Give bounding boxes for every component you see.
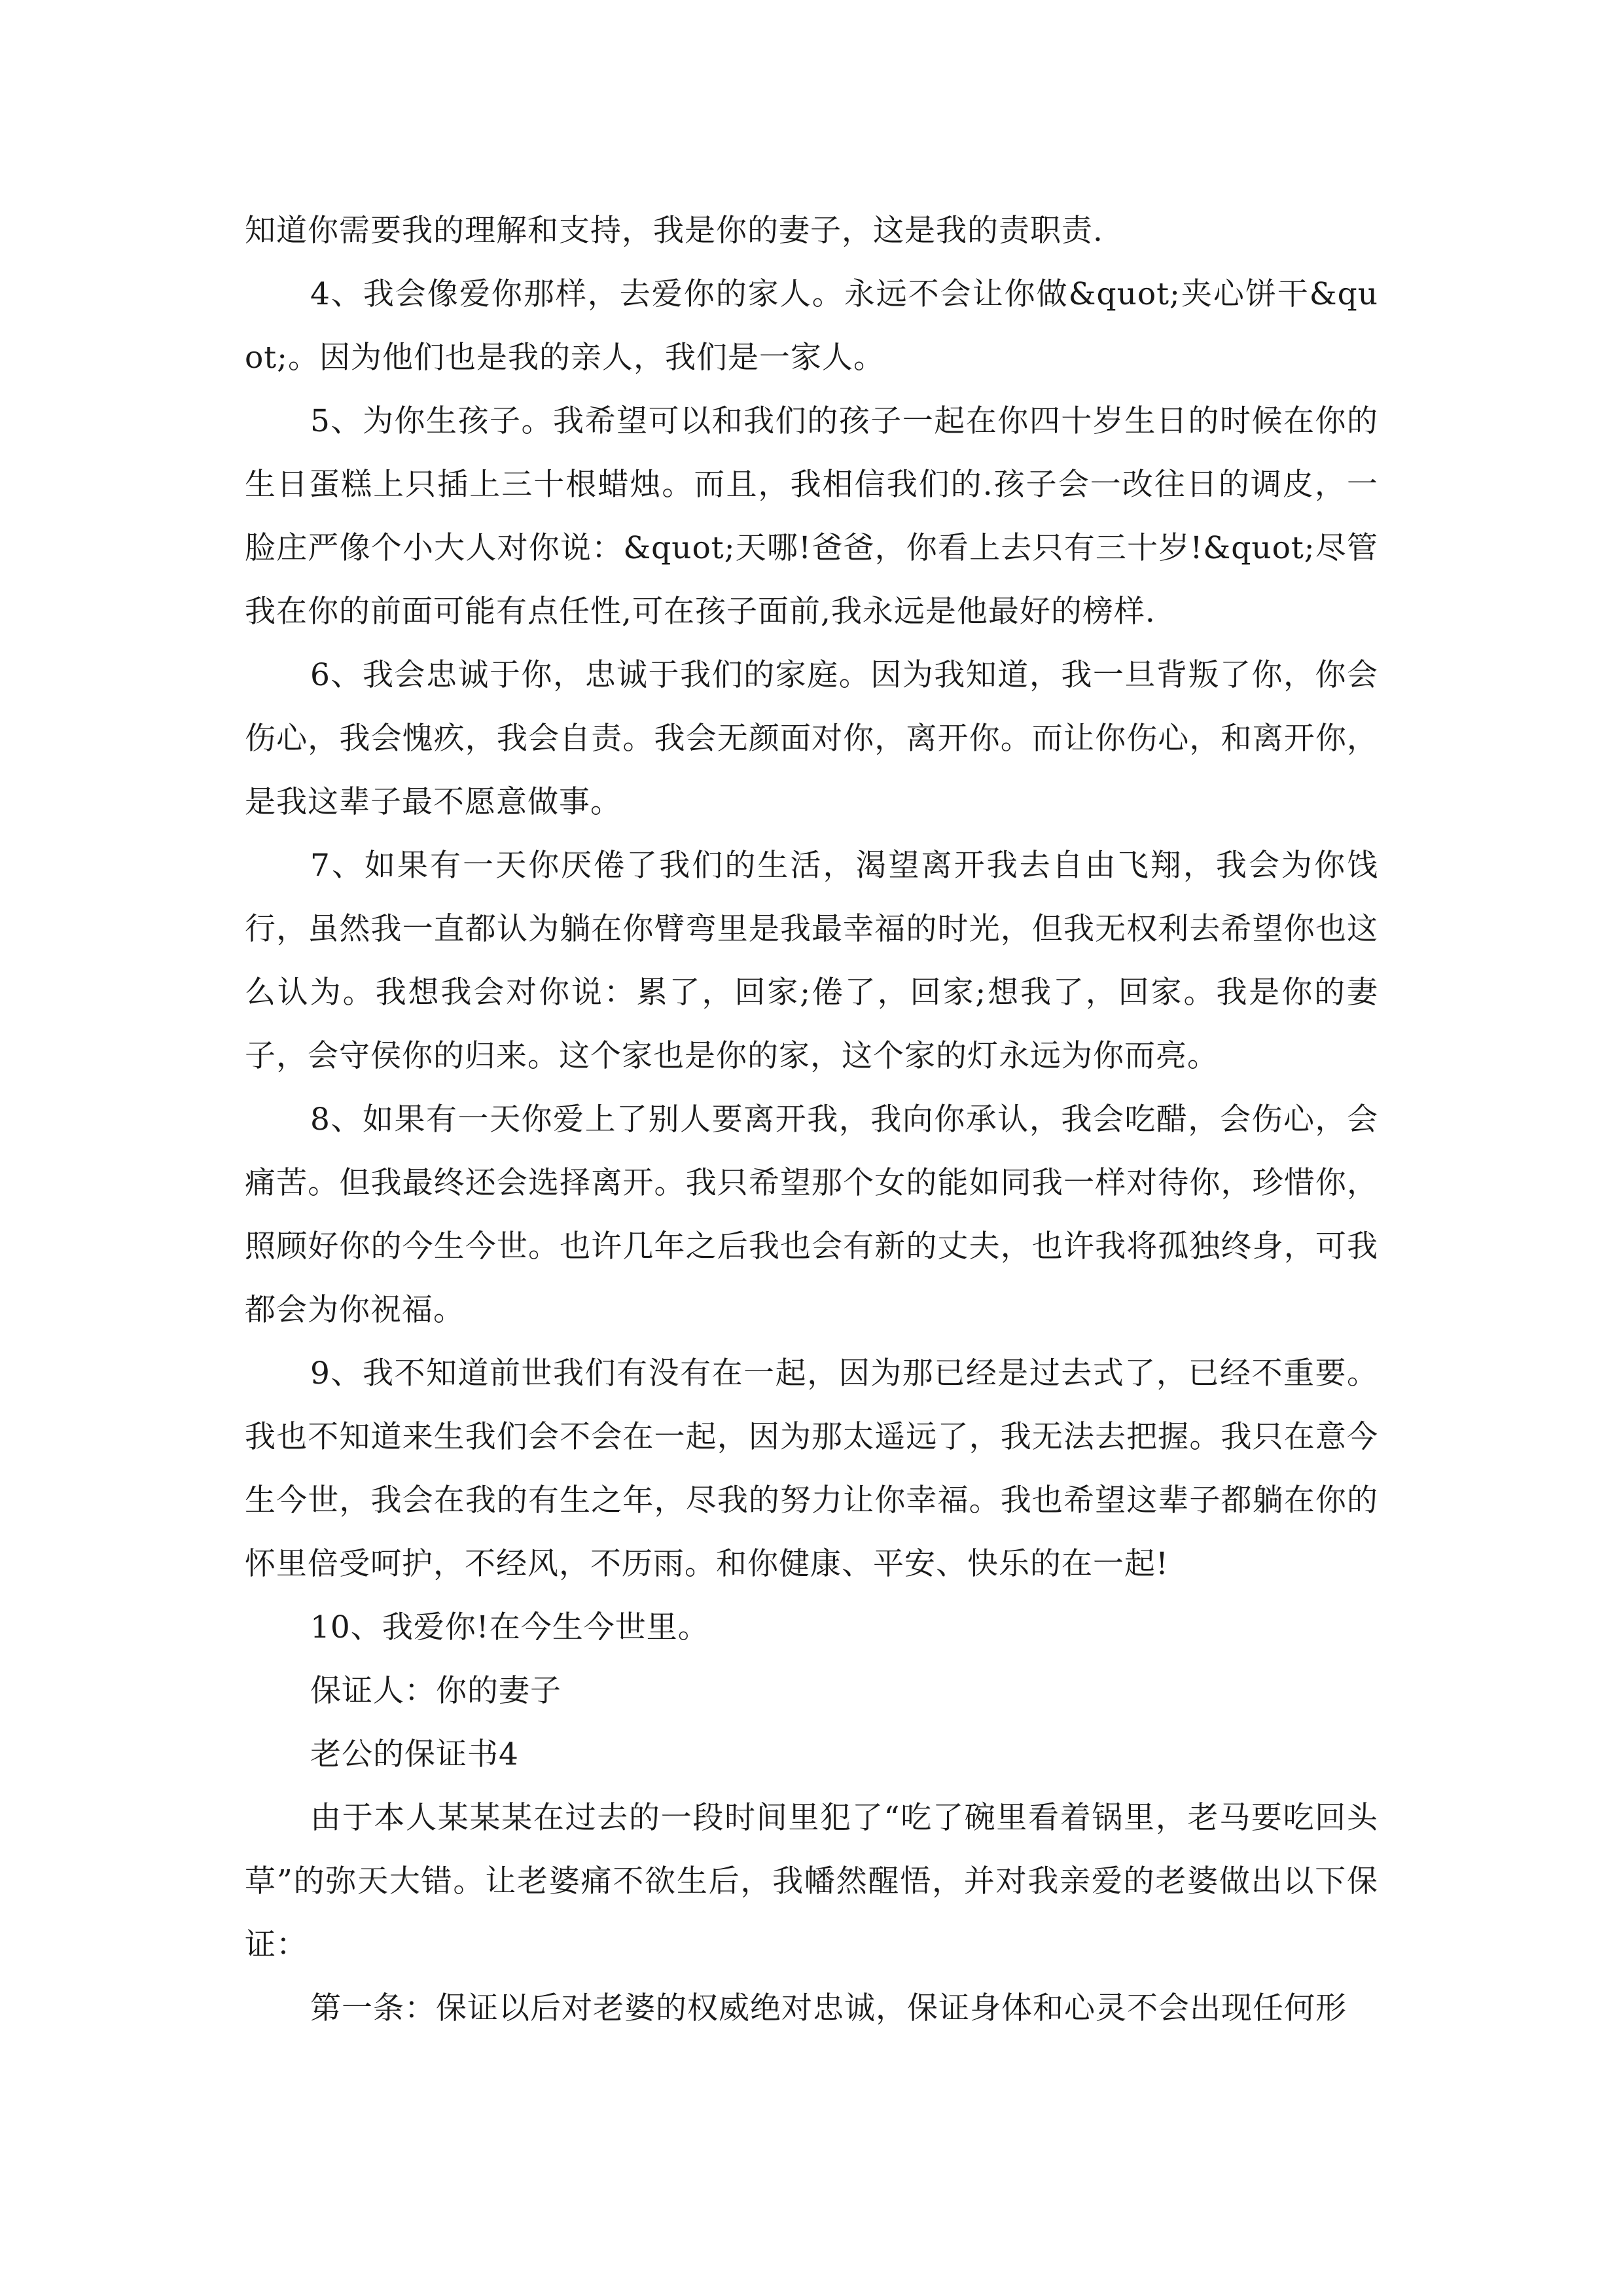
paragraph-item-5: 5、为你生孩子。我希望可以和我们的孩子一起在你四十岁生日的时候在你的生日蛋糕上只插上三十根蜡烛。而且，我相信我们的.孩子会一改往日的调皮，一脸庄严像个小大人对你说：&quot;天哪!爸爸，你看上去只有三十岁!&quot;尽管我在你的前面可能有点任性,可在孩子面前,我永远是他最好的榜样. — [245, 403, 1378, 630]
paragraph-continuation: 知道你需要我的理解和支持，我是你的妻子，这是我的责职责. — [245, 213, 1103, 249]
paragraph-item-8: 8、如果有一天你爱上了别人要离开我，我向你承认，我会吃醋，会伤心，会痛苦。但我最终还会选择离开。我只希望那个女的能如同我一样对待你，珍惜你，照顾好你的今生今世。也许几年之后我也会有新的丈夫，也许我将孤独终身，可我都会为你祝福。 — [245, 1102, 1378, 1328]
guarantor-line: 保证人：你的妻子 — [310, 1673, 562, 1709]
paragraph-item-9: 9、我不知道前世我们有没有在一起，因为那已经是过去式了，已经不重要。我也不知道来生我们会不会在一起，因为那太遥远了，我无法去把握。我只在意今生今世，我会在我的有生之年，尽我的努力让你幸福。我也希望这辈子都躺在你的怀里倍受呵护，不经风，不历雨。和你健康、平安、快乐的在一起! — [245, 1355, 1378, 1582]
section-heading: 老公的保证书4 — [310, 1736, 519, 1772]
paragraph-intro: 由于本人某某某在过去的一段时间里犯了“吃了碗里看着锅里，老马要吃回头草”的弥天大错。让老婆痛不欲生后，我幡然醒悟，并对我亲爱的老婆做出以下保证： — [245, 1800, 1378, 1963]
document-body — [245, 199, 1378, 2040]
paragraph-item-4: 4、我会像爱你那样，去爱你的家人。永远不会让你做&quot;夹心饼干&quot;。因为他们也是我的亲人，我们是一家人。 — [245, 276, 1378, 376]
paragraph-item-6: 6、我会忠诚于你，忠诚于我们的家庭。因为我知道，我一旦背叛了你，你会伤心，我会愧疚，我会自责。我会无颜面对你，离开你。而让你伤心，和离开你，是我这辈子最不愿意做事。 — [245, 657, 1378, 820]
paragraph-article-1: 第一条：保证以后对老婆的权威绝对忠诚，保证身体和心灵不会出现任何形 — [310, 1990, 1347, 2026]
paragraph-item-7: 7、如果有一天你厌倦了我们的生活，渴望离开我去自由飞翔，我会为你饯行，虽然我一直都认为躺在你臂弯里是我最幸福的时光，但我无权利去希望你也这么认为。我想我会对你说：累了，回家;倦了，回家;想我了，回家。我是你的妻子，会守侯你的归来。这个家也是你的家，这个家的灯永远为你而亮。 — [245, 848, 1378, 1074]
paragraph-item-10: 10、我爱你!在今生今世里。 — [310, 1609, 709, 1645]
